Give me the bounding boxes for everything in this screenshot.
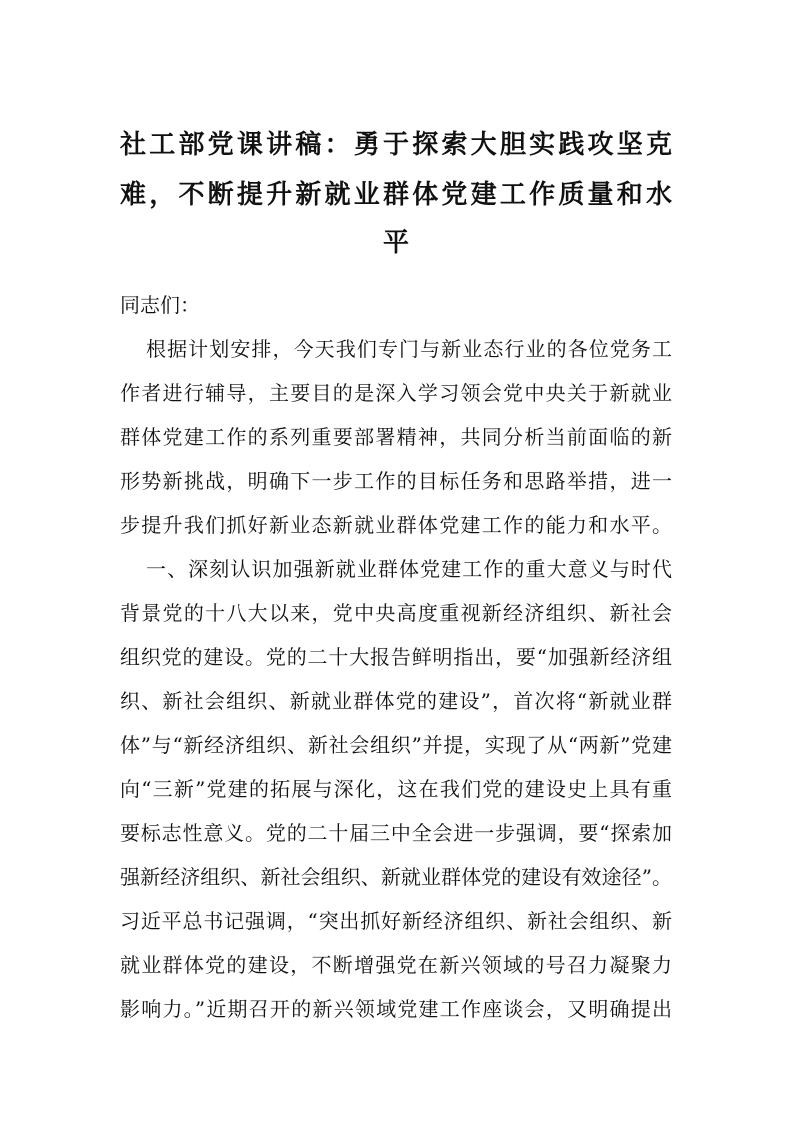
paragraph-line: 就业群体党的建设，不断增强党在新兴领域的号召力凝聚力 — [120, 953, 672, 977]
paragraph-line: 要标志性意义。党的二十届三中全会进一步强调，要“探索加 — [120, 821, 672, 845]
salutation: 同志们： — [120, 293, 200, 317]
paragraph-line: 习近平总书记强调，“突出抓好新经济组织、新社会组织、新 — [120, 909, 672, 933]
paragraph-line: 形势新挑战，明确下一步工作的目标任务和思路举措，进一 — [120, 469, 672, 493]
section-heading-line: 一、深刻认识加强新就业群体党建工作的重大意义与时代 — [146, 557, 672, 581]
paragraph-line: 作者进行辅导，主要目的是深入学习领会党中央关于新就业 — [120, 381, 672, 405]
paragraph-line: 根据计划安排，今天我们专门与新业态行业的各位党务工 — [146, 337, 672, 361]
paragraph-line: 步提升我们抓好新业态新就业群体党建工作的能力和水平。 — [120, 513, 672, 537]
paragraph-line: 影响力。”近期召开的新兴领域党建工作座谈会，又明确提出 — [120, 997, 672, 1021]
document-title-line-3: 平 — [382, 228, 409, 258]
paragraph-line: 群体党建工作的系列重要部署精神，共同分析当前面临的新 — [120, 425, 672, 449]
paragraph-line: 组织党的建设。党的二十大报告鲜明指出，要“加强新经济组 — [120, 645, 672, 669]
document-title-line-2: 难，不断提升新就业群体党建工作质量和水 — [120, 180, 672, 210]
paragraph-line: 背景党的十八大以来，党中央高度重视新经济组织、新社会 — [120, 601, 672, 625]
paragraph-line: 体”与“新经济组织、新社会组织”并提，实现了从“两新”党建 — [120, 733, 672, 757]
document-title-line-1: 社工部党课讲稿：勇于探索大胆实践攻坚克 — [120, 130, 672, 160]
paragraph-line: 织、新社会组织、新就业群体党的建设”，首次将“新就业群 — [120, 689, 672, 713]
paragraph-line: 向“三新”党建的拓展与深化，这在我们党的建设史上具有重 — [120, 777, 672, 801]
paragraph-line: 强新经济组织、新社会组织、新就业群体党的建设有效途径”。 — [120, 865, 672, 889]
